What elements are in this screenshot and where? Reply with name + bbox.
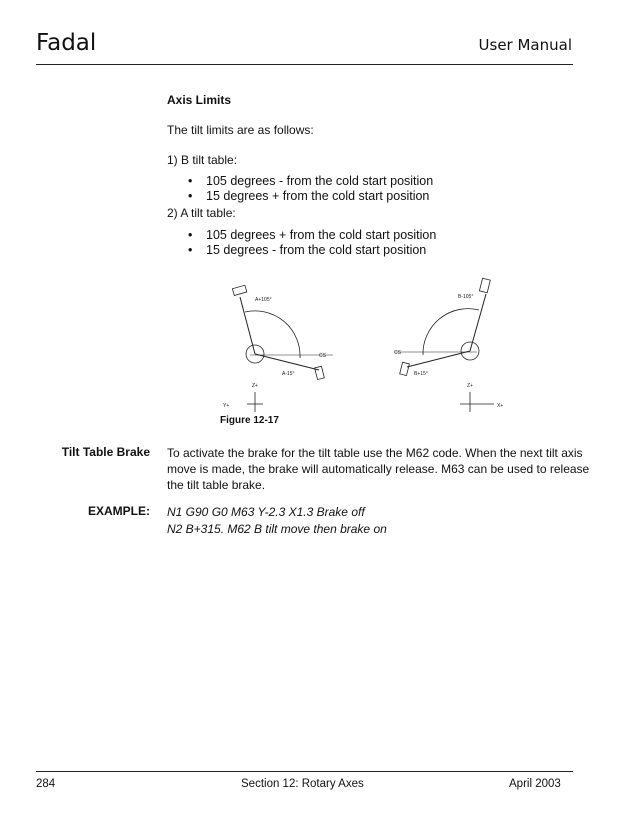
- example-code-line: N1 G90 G0 M63 Y-2.3 X1.3 Brake off: [167, 505, 365, 519]
- section-heading: Axis Limits: [167, 93, 232, 107]
- b-upper-limit-label: B-105°: [458, 294, 474, 300]
- a-lower-limit-label: A-15°: [282, 371, 295, 377]
- list-item-label: 1) B tilt table:: [167, 153, 238, 167]
- header-rule: [36, 64, 573, 65]
- list-item-bullet: • 105 degrees + from the cold start position: [188, 228, 437, 242]
- a-cs-label: CS: [319, 353, 326, 359]
- b-cs-label: CS: [394, 350, 401, 356]
- intro-text: The tilt limits are as follows:: [167, 123, 314, 137]
- a-upper-limit-label: A+105°: [255, 297, 272, 303]
- a-tilt-diagram: [223, 285, 333, 412]
- list-item-bullet: • 105 degrees - from the cold start position: [188, 174, 434, 188]
- brand-logo: Fadal: [36, 30, 97, 56]
- tilt-limits-diagram: [215, 275, 515, 415]
- tilt-brake-line: To activate the brake for the tilt table use the M62 code. When the next tilt axis: [167, 446, 583, 460]
- page-number: 284: [36, 778, 56, 790]
- a-z-axis-label: Z+: [252, 383, 258, 389]
- footer-date: April 2003: [509, 778, 561, 790]
- list-item-label: 2) A tilt table:: [167, 206, 236, 220]
- document-title: User Manual: [478, 36, 572, 54]
- b-tilt-diagram: [394, 278, 503, 412]
- footer-section: Section 12: Rotary Axes: [241, 778, 364, 790]
- tilt-brake-line: the tilt table brake.: [167, 478, 266, 492]
- b-x-axis-label: X+: [497, 403, 504, 409]
- example-label: EXAMPLE:: [87, 504, 150, 518]
- footer-rule: [36, 771, 573, 772]
- example-code-line: N2 B+315. M62 B tilt move then brake on: [167, 522, 387, 536]
- list-item-bullet: • 15 degrees - from the cold start position: [188, 243, 427, 257]
- tilt-brake-line: move is made, the brake will automatically release. M63 can be used to release: [167, 462, 590, 476]
- tilt-brake-label: Tilt Table Brake: [61, 445, 150, 459]
- list-item-bullet: • 15 degrees + from the cold start position: [188, 189, 430, 203]
- a-y-axis-label: Y+: [223, 403, 230, 409]
- figure-caption: Figure 12-17: [220, 415, 279, 426]
- b-z-axis-label: Z+: [467, 383, 473, 389]
- b-lower-limit-label: B+15°: [414, 371, 428, 377]
